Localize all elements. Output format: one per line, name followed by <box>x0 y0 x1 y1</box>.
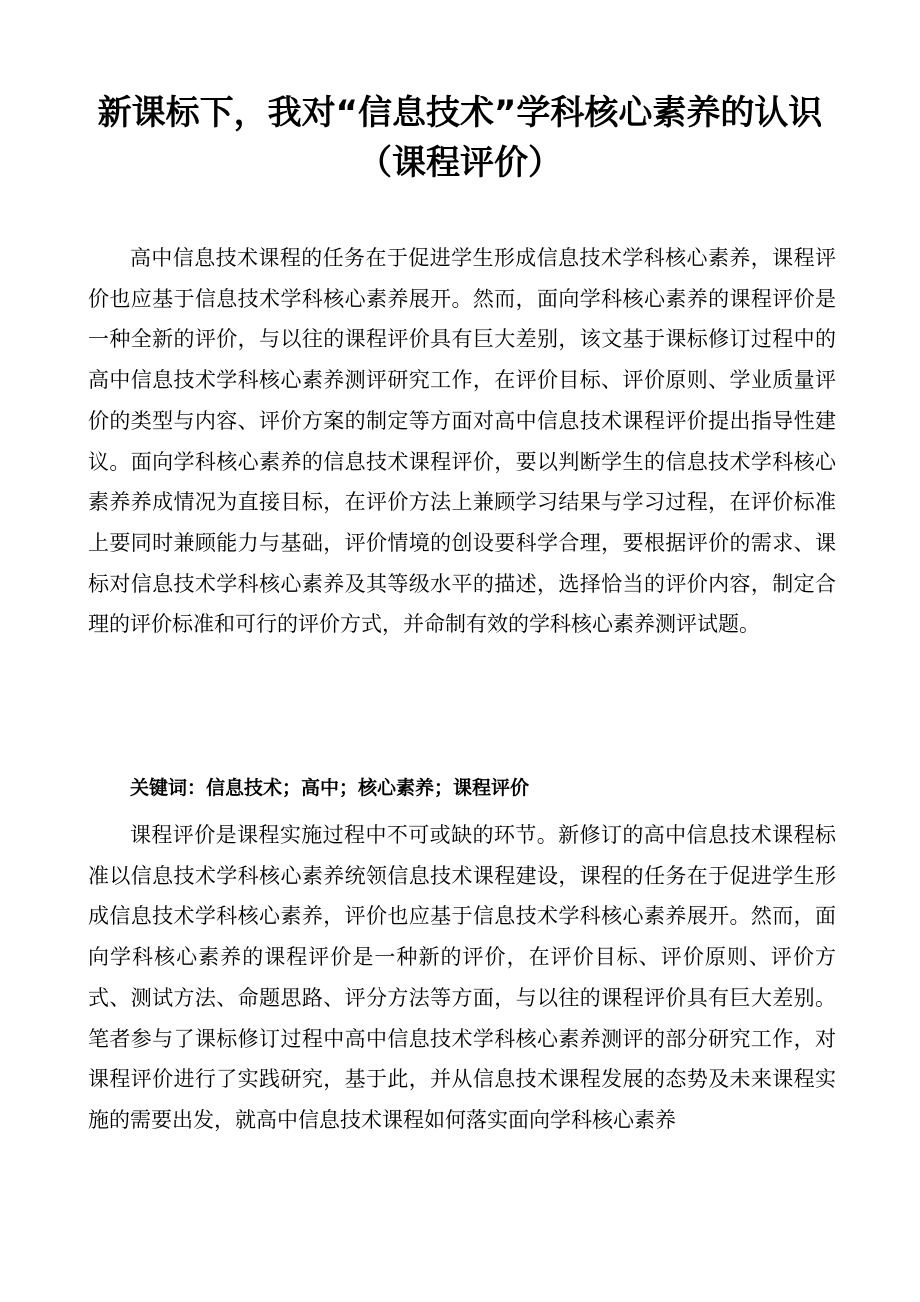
document-title: 新课标下，我对“信息技术”学科核心素养的认识 <box>97 93 823 133</box>
document-subtitle: （课程评价） <box>358 143 562 183</box>
keywords-line: 关键词：信息技术；高中；核心素养；课程评价 <box>130 777 530 799</box>
abstract-paragraph: 高中信息技术课程的任务在于促进学生形成信息技术学科核心素养，课程评价也应基于信息技术学科核心素养展开。然而，面向学科核心素养的课程评价是一种全新的评价，与以往的课程评价具有巨大差别，该文基于课标修订过程中的高中信息技术学科核心素养测评研究工作，在评价目标、评价原则、学业质量评价的类型与内容、评价方案的制定等方面对高中信息技术课程评价提出指导性建议。面向学科核心素养的信息技术课程评价，要以判断学生的信息技术学科核心素养养成情况为直接目标，在评价方法上兼顾学习结果与学习过程，在评价标准上要同时兼顾能力与基础，评价情境的创设要科学合理，要根据评价的需求、课标对信息技术学科核心素养及其等级水平的描述，选择恰当的评价内容，制定合理的评价标准和可行的评价方式，并命制有效的学科核心素养测评试题。 <box>88 246 836 637</box>
body-paragraph: 课程评价是课程实施过程中不可或缺的环节。新修订的高中信息技术课程标准以信息技术学科核心素养统领信息技术课程建设，课程的任务在于促进学生形成信息技术学科核心素养，评价也应基于信息技术学科核心素养展开。然而，面向学科核心素养的课程评价是一种新的评价，在评价目标、评价原则、评价方式、测试方法、命题思路、评分方法等方面，与以往的课程评价具有巨大差别。笔者参与了课标修订过程中高中信息技术学科核心素养测评的部分研究工作，对课程评价进行了实践研究，基于此，并从信息技术课程发展的态势及未来课程实施的需要出发，就高中信息技术课程如何落实面向学科核心素养 <box>88 823 836 1132</box>
